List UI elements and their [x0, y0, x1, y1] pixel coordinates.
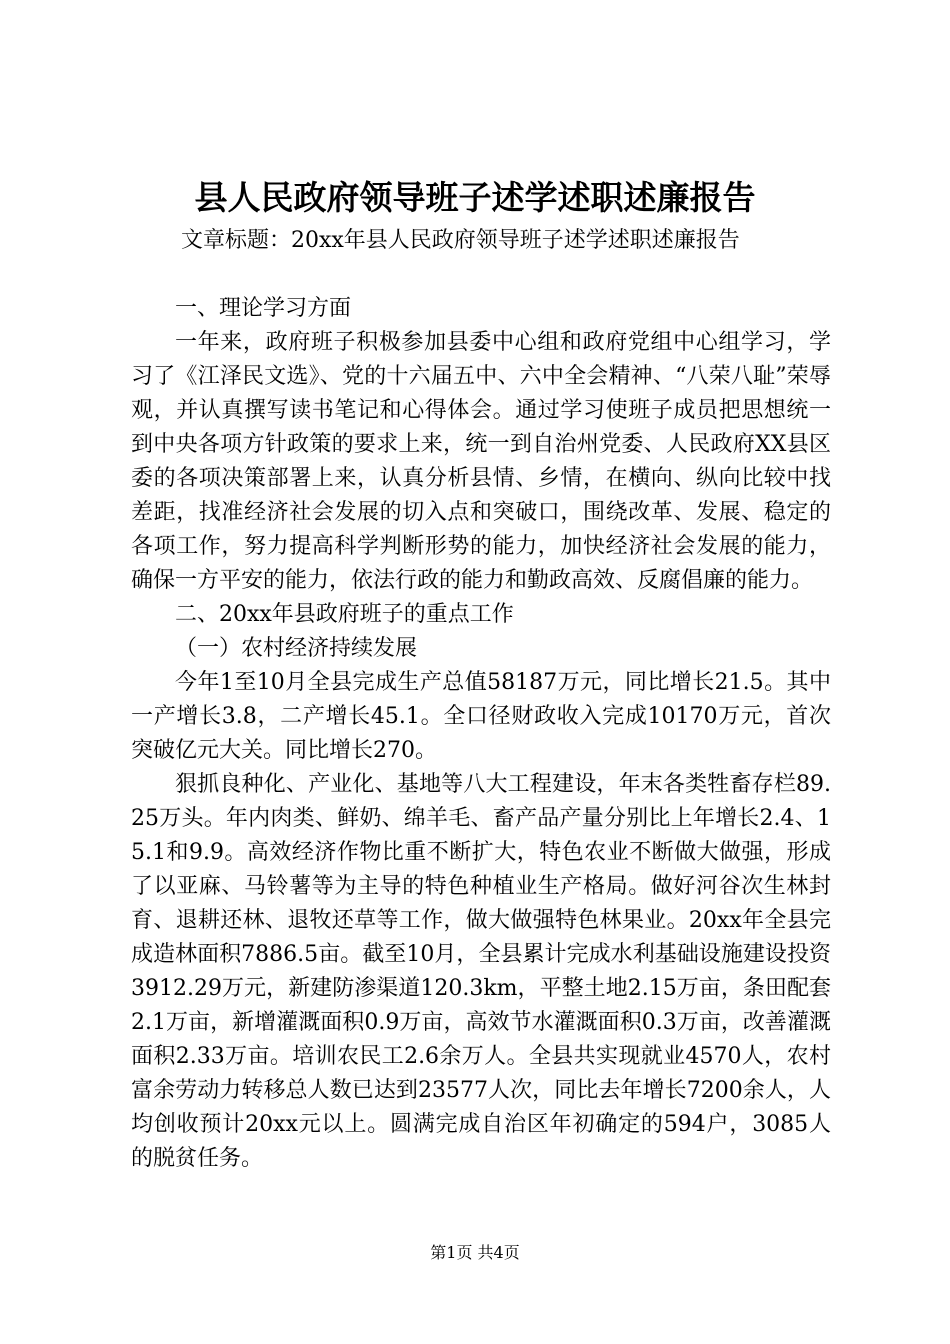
page-number-footer: 第1页 共4页	[430, 1243, 520, 1262]
document-body	[131, 224, 831, 1176]
document-title: 县人民政府领导班子述学述职述廉报告	[194, 178, 756, 217]
blank-line	[131, 258, 831, 292]
section-heading-key-work: 二、20xx年县政府班子的重点工作	[175, 602, 514, 627]
section-heading-theory: 一、理论学习方面	[175, 296, 352, 321]
subsection-heading-rural-economy: （一）农村经济持续发展	[175, 636, 418, 661]
paragraph-theory-study: 一年来，政府班子积极参加县委中心组和政府党组中心组学习，学习了《江泽民文选》、党的十六届五中、六中全会精神、“八荣八耻”荣辱观，并认真撰写读书笔记和心得体会。通过学习使班子成员把思想统一到中央各项方针政策的要求上来，统一到自治州党委、人民政府XX县区委的各项决策部署上来，认真分析县情、乡情，在横向、纵向比较中找差距，找准经济社会发展的切入点和突破口，围绕改革、发展、稳定的各项工作，努力提高科学判断形势的能力，加快经济社会发展的能力，确保一方平安的能力，依法行政的能力和勤政高效、反腐倡廉的能力。	[131, 330, 831, 593]
paragraph-gdp-figures: 今年1至10月全县完成生产总值58187万元，同比增长21.5。其中一产增长3.8，二产增长45.1。全口径财政收入完成10170万元，首次突破亿元大关。同比增长270。	[131, 670, 831, 763]
article-subtitle: 文章标题：20xx年县人民政府领导班子述学述职述廉报告	[181, 228, 740, 253]
paragraph-agriculture-details: 狠抓良种化、产业化、基地等八大工程建设，年末各类牲畜存栏89.25万头。年内肉类、鲜奶、绵羊毛、畜产品产量分别比上年增长2.4、15.1和9.9。高效经济作物比重不断扩大，特色农业不断做大做强，形成了以亚麻、马铃薯等为主导的特色种植业生产格局。做好河谷次生林封育、退耕还林、退牧还草等工作，做大做强特色林果业。20xx年全县完成造林面积7886.5亩。截至10月，全县累计完成水利基础设施建设投资3912.29万元，新建防渗渠道120.3km，平整土地2.15万亩，条田配套2.1万亩，新增灌溉面积0.9万亩，高效节水灌溉面积0.3万亩，改善灌溉面积2.33万亩。培训农民工2.6余万人。全县共实现就业4570人，农村富余劳动力转移总人数已达到23577人次，同比去年增长7200余人，人均创收预计20xx元以上。圆满完成自治区年初确定的594户，3085人的脱贫任务。	[131, 772, 831, 1171]
